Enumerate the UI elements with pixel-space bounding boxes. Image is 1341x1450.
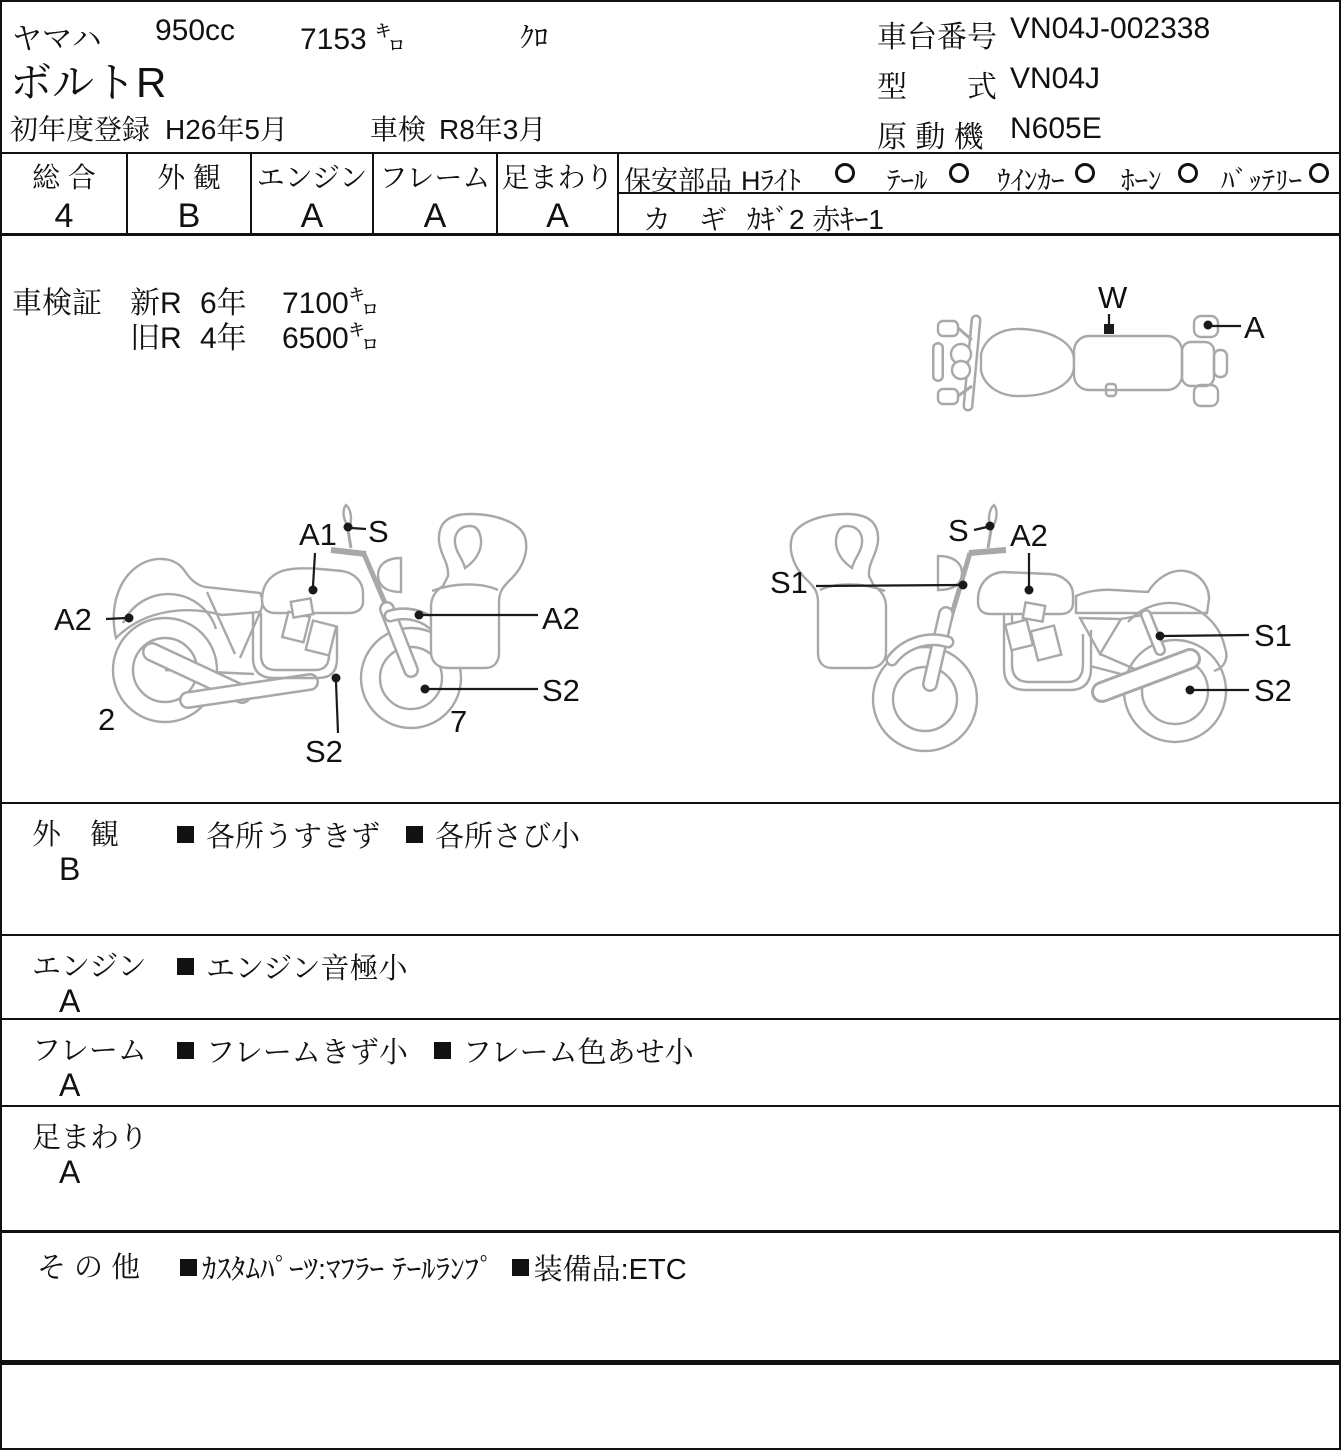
section-engine bbox=[2, 934, 1341, 1018]
model-name: ボルトR bbox=[10, 59, 167, 106]
section-other bbox=[2, 1230, 1341, 1360]
label-s1-right-fork: S1 bbox=[770, 565, 808, 600]
chassis-label: 車台番号 bbox=[877, 21, 997, 54]
exterior-label: 外 観 bbox=[157, 162, 221, 193]
comment-item bbox=[180, 1247, 494, 1288]
grade-cell-overall bbox=[2, 154, 128, 233]
comment-item bbox=[406, 814, 580, 855]
horn-label: ﾎｰﾝ bbox=[1121, 166, 1162, 196]
mileage: 7153 ㌔ bbox=[300, 23, 406, 56]
label-w-top-view: W bbox=[1098, 280, 1128, 315]
label-a2-right-tank: A2 bbox=[1010, 518, 1048, 553]
key-value: ｶｷﾞ2 赤ｷｰ1 bbox=[747, 204, 884, 235]
section-undercarriage-title: 足まわり bbox=[32, 1122, 149, 1154]
label-s-right-mirror: S bbox=[948, 513, 969, 548]
battery-ok-circle bbox=[1309, 163, 1329, 183]
engine-label: 原 動 機 bbox=[877, 121, 984, 154]
section-empty-footer bbox=[2, 1360, 1341, 1448]
safety-parts-label: 保安部品 bbox=[624, 166, 732, 196]
cert-new-year: 6年 bbox=[200, 287, 247, 320]
safety-parts-panel bbox=[619, 154, 1341, 233]
section-other-comments bbox=[180, 1247, 705, 1288]
first-reg-value: H26年5月 bbox=[165, 114, 288, 145]
engine-grade-label: エンジン bbox=[256, 162, 368, 193]
bike-outline-svg bbox=[2, 234, 1341, 802]
key-label: カ ギ bbox=[643, 204, 728, 235]
section-undercarriage bbox=[2, 1105, 1341, 1230]
section-frame bbox=[2, 1018, 1341, 1105]
bullet-square-icon bbox=[177, 958, 194, 975]
label-a2-left-front: A2 bbox=[542, 601, 580, 636]
cert-new-mileage: 7100㌔ bbox=[282, 287, 379, 320]
shaken-label: 車検 bbox=[370, 114, 427, 145]
grade-cell-exterior bbox=[128, 154, 252, 233]
chassis-number: VN04J-002338 bbox=[1010, 12, 1211, 45]
comment-item bbox=[177, 814, 380, 855]
comment-text: 各所うすきず bbox=[206, 821, 381, 853]
label-s2-left-engine: S2 bbox=[305, 734, 343, 769]
comment-text: 各所さび小 bbox=[435, 821, 581, 853]
comment-item bbox=[177, 1030, 408, 1071]
label-number-front: 7 bbox=[450, 704, 468, 739]
bullet-square-icon bbox=[177, 1042, 194, 1059]
section-engine-title: エンジン bbox=[32, 951, 147, 983]
engine-grade: A bbox=[300, 197, 324, 235]
frame-grade-label: フレーム bbox=[379, 162, 491, 193]
section-engine-grade: A bbox=[59, 983, 81, 1019]
label-s1-right-shock: S1 bbox=[1254, 618, 1292, 653]
key-row bbox=[619, 194, 1341, 233]
grade-cell-frame bbox=[374, 154, 498, 233]
label-s2-right-wheel: S2 bbox=[1254, 673, 1292, 708]
headlight-label: Hﾗｲﾄ bbox=[741, 166, 801, 196]
label-number-rear: 2 bbox=[98, 702, 116, 737]
winker-label: ｳｲﾝｶｰ bbox=[997, 166, 1065, 196]
horn-ok-circle bbox=[1178, 163, 1198, 183]
exterior-grade: B bbox=[177, 197, 201, 235]
color-code: ｸﾛ bbox=[520, 22, 549, 53]
section-other-title: そ の 他 bbox=[37, 1252, 141, 1284]
engine-code: N605E bbox=[1010, 112, 1102, 145]
comment-item bbox=[177, 946, 408, 987]
section-frame-comments bbox=[177, 1030, 720, 1071]
comment-item bbox=[512, 1247, 687, 1288]
headlight-ok-circle bbox=[835, 163, 855, 183]
grade-cell-under bbox=[498, 154, 619, 233]
label-a1-left-bike: A1 bbox=[299, 517, 337, 552]
under-grade-label: 足まわり bbox=[501, 162, 614, 193]
section-exterior-title: 外 観 bbox=[32, 819, 120, 851]
model-code-label: 型 式 bbox=[877, 71, 997, 104]
comment-text: フレーム色あせ小 bbox=[462, 1037, 694, 1069]
comment-item bbox=[434, 1030, 694, 1071]
comment-text: エンジン音極小 bbox=[206, 953, 408, 985]
bullet-square-icon bbox=[177, 826, 194, 843]
comment-text: フレームきず小 bbox=[206, 1037, 408, 1069]
cert-old-year: 4年 bbox=[200, 322, 247, 355]
section-engine-comments bbox=[177, 946, 434, 987]
model-code: VN04J bbox=[1010, 62, 1101, 95]
overall-grade: 4 bbox=[54, 197, 74, 235]
displacement: 950cc bbox=[155, 14, 236, 47]
grade-table bbox=[2, 152, 1341, 236]
cert-old-mileage: 6500㌔ bbox=[282, 322, 379, 355]
section-frame-title: フレーム bbox=[32, 1035, 147, 1067]
bullet-square-icon bbox=[180, 1259, 197, 1276]
cert-old-name: 旧R bbox=[130, 322, 182, 355]
cert-new-name: 新R bbox=[130, 287, 182, 320]
section-undercarriage-grade: A bbox=[59, 1154, 81, 1190]
label-a2-left-rear: A2 bbox=[54, 602, 92, 637]
frame-grade: A bbox=[423, 197, 447, 235]
under-grade: A bbox=[546, 197, 569, 235]
overall-label: 総 合 bbox=[32, 162, 96, 193]
damage-diagram bbox=[2, 234, 1341, 802]
label-a-top-view: A bbox=[1244, 310, 1265, 345]
section-exterior bbox=[2, 802, 1341, 934]
bullet-square-icon bbox=[406, 826, 423, 843]
section-exterior-grade: B bbox=[59, 851, 81, 887]
shaken-cert-label: 車検証 bbox=[12, 287, 102, 320]
section-frame-grade: A bbox=[59, 1067, 81, 1103]
grade-cell-engine bbox=[252, 154, 374, 233]
safety-parts-row bbox=[619, 154, 1341, 194]
label-s-left-bike: S bbox=[368, 514, 389, 549]
comment-text: ｶｽﾀﾑﾊﾟｰﾂ:ﾏﾌﾗｰ ﾃｰﾙﾗﾝﾌﾟ bbox=[202, 1254, 494, 1286]
taillight-label: ﾃｰﾙ bbox=[887, 166, 928, 196]
battery-label: ﾊﾞｯﾃﾘｰ bbox=[1221, 166, 1302, 196]
taillight-ok-circle bbox=[949, 163, 969, 183]
bullet-square-icon bbox=[434, 1042, 451, 1059]
maker-name: ヤマハ bbox=[12, 23, 102, 56]
bullet-square-icon bbox=[512, 1259, 529, 1276]
label-s2-left-front-wheel: S2 bbox=[542, 673, 580, 708]
section-exterior-comments bbox=[177, 814, 606, 855]
first-reg-label: 初年度登録 bbox=[10, 114, 151, 145]
winker-ok-circle bbox=[1075, 163, 1095, 183]
comment-text: 装備品:ETC bbox=[533, 1254, 687, 1286]
shaken-value: R8年3月 bbox=[439, 114, 547, 145]
